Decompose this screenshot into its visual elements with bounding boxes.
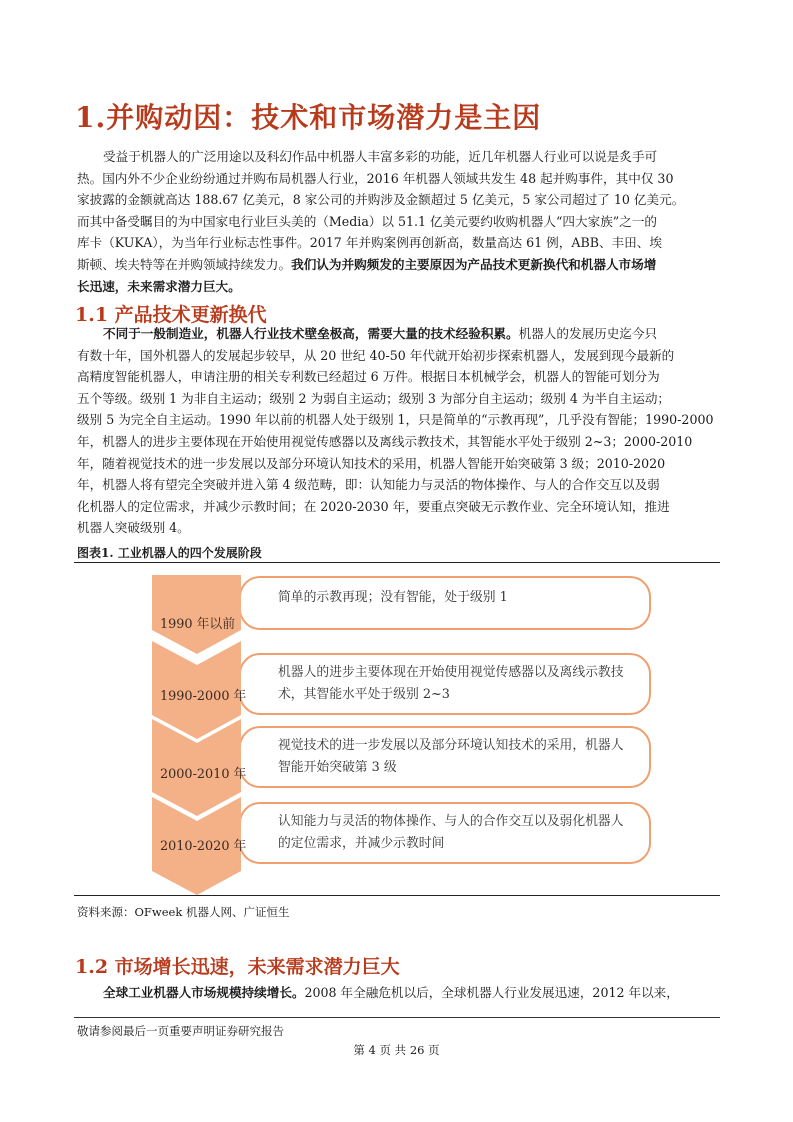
market-paragraph: [77, 982, 720, 1004]
paragraph-line: 库卡（KUKA），为当年行业标志性事件。2017 年并购案例再创新高，数量高达 61 例，ABB、丰田、埃: [77, 235, 662, 251]
paragraph-line: 受益于机器人的广泛用途以及科幻作品中机器人丰富多彩的功能，近几年机器人行业可以说是炙手可: [103, 149, 658, 164]
paragraph-line: 高精度智能机器人，申请注册的相关专利数已经超过 6 万件。根据日本机械学会，机器人的智能可划分为: [77, 369, 660, 385]
key-conclusion: 我们认为并购频发的主要原因为产品技术更新换代和机器人市场增: [291, 256, 657, 272]
paragraph-line: 级别 5 为完全自主运动。1990 年以前的机器人处于级别 1，只是简单的“示教再现”，几乎没有智能；1990-2000: [77, 412, 714, 428]
paragraph-line: 化机器人的定位需求，并减少示教时间；在 2020-2030 年，要重点突破无示教作业、完全环境认知，推进: [77, 498, 670, 514]
paragraph-line: 年，随着视觉技术的进一步发展以及部分环境认知技术的采用，机器人智能开始突破第 3 级；2010-2020: [77, 455, 666, 471]
paragraph-line: 全球工业机器人市场规模持续增长。2008 年全融危机以后，全球机器人行业发展迅速，2012 年以来，: [103, 985, 679, 1000]
stage-4-text: 认知能力与灵活的物体操作、与人的合作交互以及弱化机器人的定位需求，并减少示教时间: [278, 814, 624, 851]
stage-3-text: 视觉技术的进一步发展以及部分环境认知技术的采用，机器人智能开始突破第 3 级: [278, 738, 624, 775]
paragraph-line: 机器人突破级别 4。: [77, 520, 190, 536]
paragraph-line: 不同于一般制造业，机器人行业技术壁垒极高，需要大量的技术经验积累。机器人的发展历史迄今只: [103, 326, 658, 341]
figure-bottom-rule: [74, 895, 720, 896]
stage-3-label: 2000-2010 年: [160, 767, 247, 782]
paragraph-line: 而其中备受瞩目的为中国家电行业巨头美的（Media）以 51.1 亿美元要约收购机器人“四大家族”之一的: [77, 213, 658, 229]
stage-2-label: 1990-2000 年: [160, 689, 247, 704]
paragraph-line: 热。国内外不少企业纷纷通过并购布局机器人行业，2016 年机器人领域共发生 48 起并购事件，其中仅 30: [77, 170, 674, 186]
page-number: 第 4 页 共 26 页: [353, 1043, 440, 1057]
paragraph-line: 斯顿、埃夫特等在并购领域持续发力。我们认为并购频发的主要原因为产品技术更新换代和机器人市场增: [77, 256, 657, 272]
stage-1-text: 简单的示教再现；没有智能，处于级别 1: [278, 590, 508, 605]
footer-disclaimer: 敬请参阅最后一页重要声明证券研究报告: [77, 1024, 284, 1038]
figure-title: 图表1. 工业机器人的四个发展阶段: [77, 546, 262, 560]
paragraph-line: 家披露的金额就高达 188.67 亿美元，8 家公司的并购涉及金额超过 5 亿美元，5 家公司超过了 10 亿美元。: [77, 192, 685, 208]
stage-2-text: 机器人的进步主要体现在开始使用视觉传感器以及离线示教技术，其智能水平处于级别 2~3: [278, 665, 624, 702]
paragraph-line: 年，机器人将有望完全突破并进入第 4 级范畴，即：认知能力与灵活的物体操作、与人的合作交互以及弱: [77, 477, 660, 493]
subsection-title: 1.1 产品技术更新换代: [75, 304, 267, 326]
lead-sentence: 全球工业机器人市场规模持续增长。: [103, 985, 305, 1000]
key-conclusion-end: 长迅速，未来需求潜力巨大。: [77, 278, 241, 294]
figure-source: 资料来源：OFweek 机器人网、广证恒生: [77, 905, 290, 919]
paragraph-line: 五个等级。级别 1 为非自主运动；级别 2 为弱自主运动；级别 3 为部分自主运动；级别 4 为半自主运动；: [77, 390, 671, 406]
paragraph-line: 年，机器人的进步主要体现在开始使用视觉传感器以及离线示教技术，其智能水平处于级别 2~3；2000-2010: [77, 433, 693, 449]
stage-4-label: 2010-2020 年: [160, 839, 247, 854]
stage-1-label: 1990 年以前: [160, 617, 236, 632]
lead-sentence: 不同于一般制造业，机器人行业技术壁垒极高，需要大量的技术经验积累。: [103, 326, 519, 341]
subsection-title: 1.2 市场增长迅速，未来需求潜力巨大: [75, 956, 400, 978]
section-title: 1.并购动因：技术和市场潜力是主因: [75, 101, 542, 134]
footer-rule: [74, 1017, 720, 1018]
paragraph-line: 有数十年，国外机器人的发展起步较早，从 20 世纪 40-50 年代就开始初步探索机器人，发展到现今最新的: [77, 347, 675, 363]
